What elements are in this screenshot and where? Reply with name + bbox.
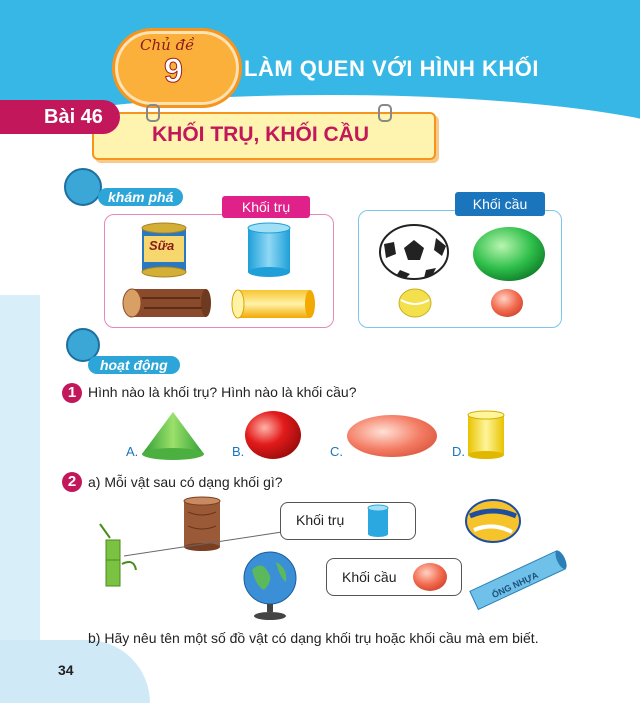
cylinder-blue-icon bbox=[246, 222, 292, 278]
cylinder-yellow-icon bbox=[230, 288, 316, 320]
lesson-number: Bài 46 bbox=[44, 106, 103, 128]
question-2b-text: b) Hãy nêu tên một số đồ vật có dạng khối trụ hoặc khối cầu mà em biết. bbox=[88, 630, 539, 646]
volleyball-icon bbox=[464, 498, 522, 544]
option-a-label: A. bbox=[126, 444, 139, 459]
question-2a-text: a) Mỗi vật sau có dạng khối gì? bbox=[88, 474, 283, 490]
explore-section-label: khám phá bbox=[98, 188, 183, 206]
milk-can-label: Sữa bbox=[149, 238, 175, 253]
binoculars-icon bbox=[64, 168, 102, 206]
page-number: 34 bbox=[58, 662, 74, 678]
small-red-ball-icon bbox=[490, 288, 524, 318]
chapter-label: Chủ đề bbox=[140, 36, 195, 54]
pin-icon bbox=[146, 104, 160, 122]
question-1-number: 1 bbox=[62, 383, 82, 403]
option-c-label: C. bbox=[330, 444, 343, 459]
pipe-label: ỐNG NHỰA bbox=[490, 569, 540, 601]
yellow-cylinder-icon bbox=[466, 410, 506, 460]
lesson-title: KHỐI TRỤ, KHỐI CẦU bbox=[152, 123, 369, 146]
question-2-number: 2 bbox=[62, 472, 82, 492]
pin-icon bbox=[378, 104, 392, 122]
option-d-label: D. bbox=[452, 444, 465, 459]
sphere-callout-label: Khối cầu bbox=[342, 569, 397, 585]
question-1-text: Hình nào là khối trụ? Hình nào là khối cầu? bbox=[88, 384, 357, 400]
globe-icon bbox=[238, 550, 302, 622]
option-b-label: B. bbox=[232, 444, 245, 459]
small-sphere-icon bbox=[412, 562, 448, 592]
cylinder-tag: Khối trụ bbox=[222, 196, 310, 218]
ellipsoid-icon bbox=[346, 414, 438, 458]
red-sphere-icon bbox=[244, 410, 302, 460]
green-ball-icon bbox=[472, 226, 546, 282]
connector-line bbox=[124, 528, 284, 558]
soccer-ball-icon bbox=[378, 224, 450, 280]
activity-section-label: hoạt động bbox=[88, 356, 180, 374]
cone-icon bbox=[140, 410, 206, 462]
tennis-ball-icon bbox=[398, 288, 432, 318]
chapter-title: LÀM QUEN VỚI HÌNH KHỐI bbox=[244, 56, 539, 81]
cylinder-callout-label: Khối trụ bbox=[296, 512, 345, 528]
log-icon bbox=[122, 286, 210, 320]
sphere-tag: Khối cầu bbox=[455, 192, 545, 216]
chapter-number: 9 bbox=[164, 52, 183, 90]
small-cylinder-icon bbox=[366, 505, 390, 537]
